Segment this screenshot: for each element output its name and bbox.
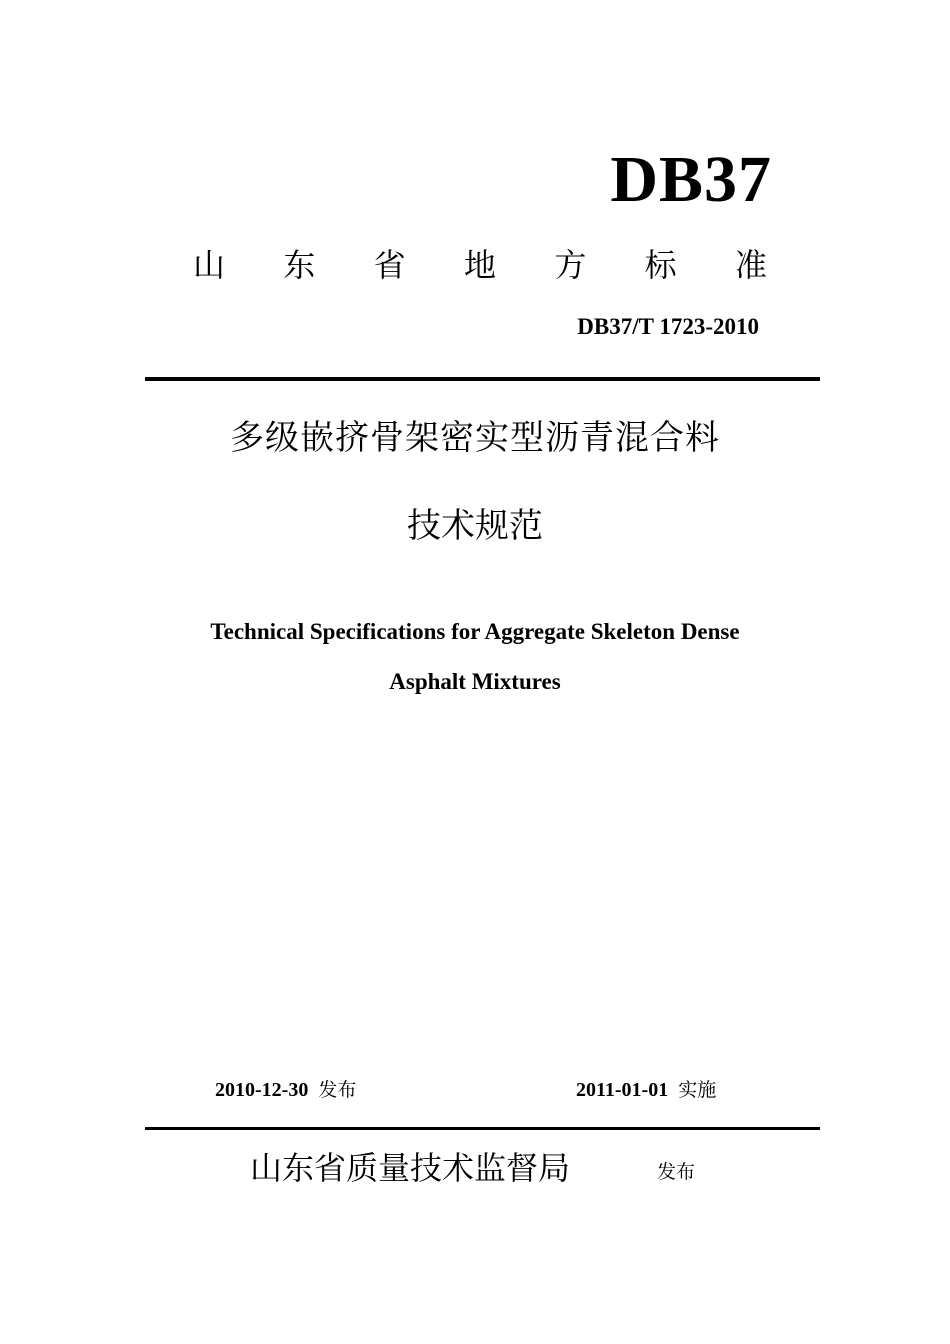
- title-cn-line2: 技术规范: [407, 506, 543, 546]
- standard-number-prefix: DB37/T: [577, 314, 654, 339]
- title-cn-line1: 多级嵌挤骨架密实型沥青混合料: [230, 418, 720, 458]
- implement-date-row: [576, 1075, 716, 1105]
- standard-type-char: 东: [283, 246, 316, 284]
- issuer-action: 发布: [657, 1161, 696, 1183]
- bottom-divider: [145, 1127, 820, 1130]
- standard-code: DB37: [610, 143, 772, 216]
- issue-label: 发布: [318, 1079, 357, 1101]
- issue-date: 2010-12-30: [215, 1079, 309, 1101]
- implement-label: 实施: [678, 1079, 717, 1101]
- standard-type-char: 方: [554, 246, 587, 284]
- title-en-line1: Technical Specifications for Aggregate Skeleton Dense: [210, 619, 740, 644]
- standard-type-char: 地: [463, 246, 496, 284]
- standard-type-char: 标: [644, 246, 677, 284]
- top-divider: [145, 377, 820, 381]
- title-en-line2: Asphalt Mixtures: [389, 669, 561, 694]
- standard-type: [193, 242, 767, 288]
- standard-number-body: 1723-2010: [659, 314, 759, 339]
- standard-type-char: 省: [373, 246, 406, 284]
- standard-type-char: 准: [734, 246, 767, 284]
- standard-type-char: 山: [193, 246, 226, 284]
- implement-date: 2011-01-01: [576, 1079, 669, 1101]
- standard-number: [577, 312, 759, 342]
- issue-date-row: [215, 1075, 356, 1105]
- issuer-name: 山东省质量技术监督局: [250, 1149, 571, 1187]
